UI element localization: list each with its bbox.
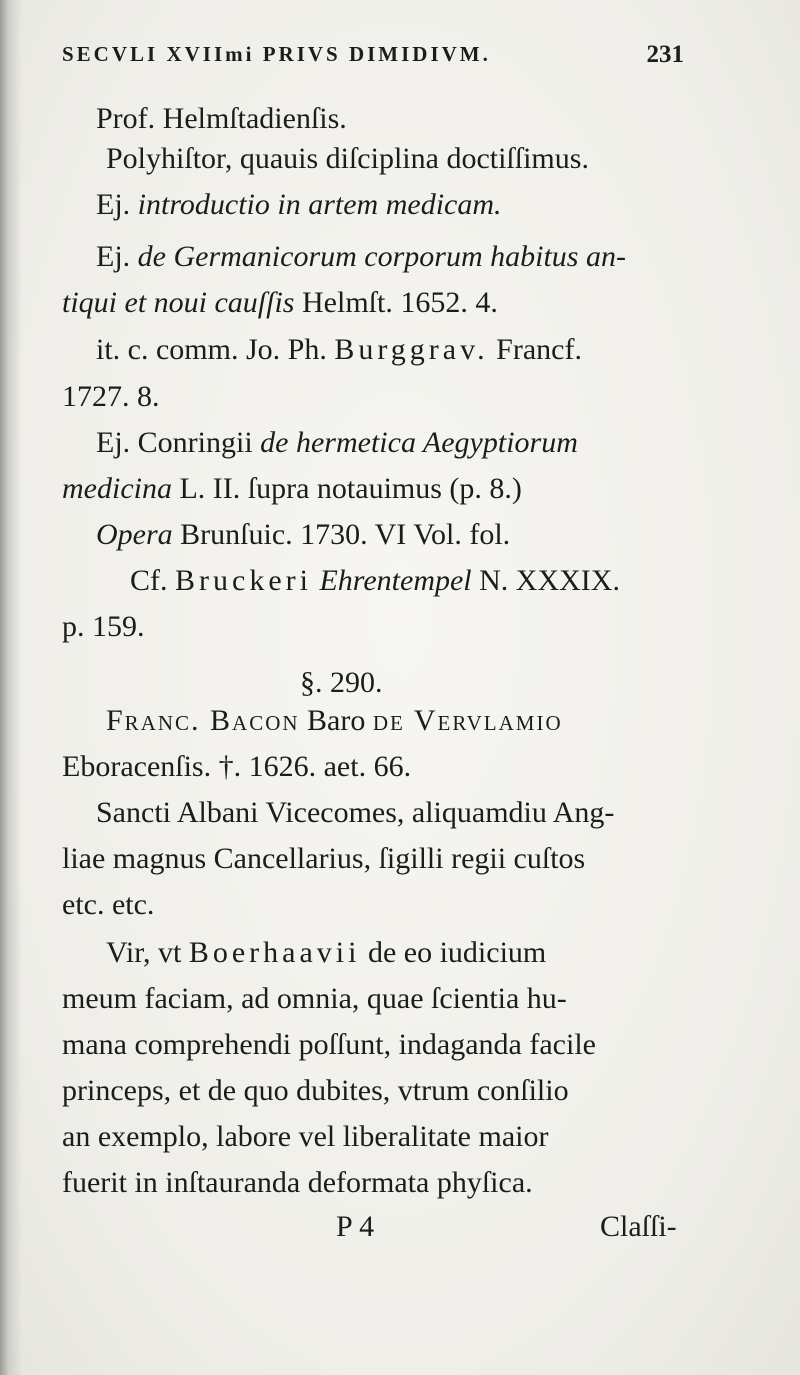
text-line: Ej. Conringii de hermetica Aegyptiorum — [96, 426, 578, 459]
text-line: Sancti Albani Vicecomes, aliquamdiu Ang- — [96, 796, 615, 829]
text-line: Ej. de Germanicorum corporum habitus an- — [96, 240, 626, 273]
catchword: Claſſi- — [600, 1210, 677, 1243]
text-line: it. c. comm. Jo. Ph. Burggrav. Francf. — [96, 333, 582, 366]
text-line: Prof. Helmſtadienſis. — [96, 102, 347, 135]
text-line: tiqui et noui cauſſis Helmſt. 1652. 4. — [62, 286, 498, 319]
page-number: 231 — [646, 41, 684, 68]
section-heading: Franc. Bacon Baro de Vervlamio — [106, 704, 563, 737]
text-line: meum faciam, ad omnia, quae ſcientia hu- — [62, 982, 567, 1015]
text-line: princeps, et de quo dubites, vtrum conſilio — [62, 1074, 569, 1107]
binding-shadow — [0, 0, 22, 1375]
text-line: an exemplo, labore vel liberalitate maior — [62, 1120, 549, 1153]
text-line: liae magnus Cancellarius, ſigilli regii cuſtos — [62, 842, 586, 875]
text-line: p. 159. — [62, 610, 145, 643]
section-number: §. 290. — [300, 666, 383, 699]
text-line: Ej. introductio in artem medicam. — [96, 188, 502, 221]
text-line: mana comprehendi poſſunt, indaganda facile — [62, 1028, 596, 1061]
text-line: Cf. Bruckeri Ehrentempel N. XXXIX. — [130, 564, 620, 597]
signature-mark: P 4 — [336, 1210, 375, 1243]
text-line: fuerit in inſtauranda deformata phyſica. — [62, 1166, 533, 1199]
text-line: etc. etc. — [62, 888, 155, 921]
text-line: 1727. 8. — [62, 380, 160, 413]
text-line: Eboracenſis. †. 1626. aet. 66. — [62, 750, 412, 783]
running-title: SECVLI XVIImi PRIVS DIMIDIVM. — [62, 42, 491, 66]
text-line: Opera Brunſuic. 1730. VI Vol. fol. — [96, 518, 511, 551]
text-line: Polyhiſtor, quauis diſciplina doctiſſimus. — [106, 142, 589, 175]
text-line: Vir, vt Boerhaavii de eo iudicium — [106, 936, 547, 969]
text-line: medicina L. II. ſupra notauimus (p. 8.) — [62, 472, 522, 505]
